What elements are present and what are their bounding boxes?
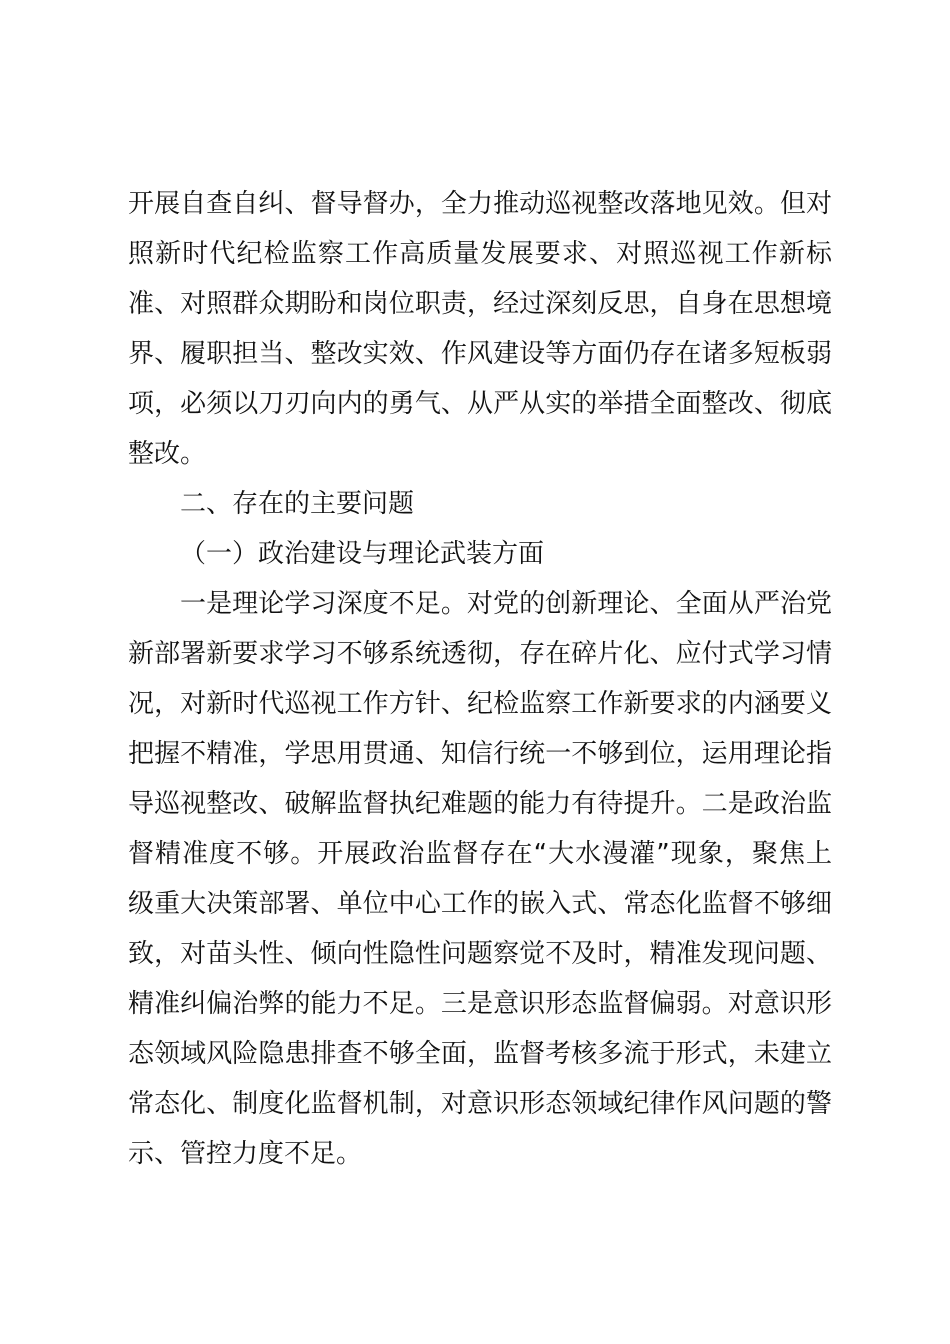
- paragraph-line: 新部署新要求学习不够系统透彻，存在碎片化、应付式学习情: [128, 639, 832, 669]
- paragraph-line: 整改。: [128, 439, 207, 469]
- paragraph-line: 态领域风险隐患排查不够全面，监督考核多流于形式，未建立: [128, 1039, 832, 1069]
- paragraph-line: 常态化、制度化监督机制，对意识形态领域纪律作风问题的警: [128, 1089, 832, 1119]
- paragraph-line: 一是理论学习深度不足。对党的创新理论、全面从严治党: [180, 589, 832, 619]
- paragraph-line: 级重大决策部署、单位中心工作的嵌入式、常态化监督不够细: [128, 889, 832, 919]
- paragraph-line: 项，必须以刀刃向内的勇气、从严从实的举措全面整改、彻底: [128, 389, 832, 419]
- paragraph-line: 把握不精准，学思用贯通、知信行统一不够到位，运用理论指: [128, 739, 832, 769]
- paragraph-line: 开展自查自纠、督导督办，全力推动巡视整改落地见效。但对: [128, 189, 832, 219]
- subsection-heading: （一）政治建设与理论武装方面: [180, 539, 545, 569]
- paragraph-line: 致，对苗头性、倾向性隐性问题察觉不及时，精准发现问题、: [128, 939, 832, 969]
- paragraph-line: 示、管控力度不足。: [128, 1139, 363, 1169]
- paragraph-line: 精准纠偏治弊的能力不足。三是意识形态监督偏弱。对意识形: [128, 989, 832, 1019]
- paragraph-line: 界、履职担当、整改实效、作风建设等方面仍存在诸多短板弱: [128, 339, 832, 369]
- paragraph-line: 导巡视整改、破解监督执纪难题的能力有待提升。二是政治监: [128, 789, 832, 819]
- paragraph-line: 况，对新时代巡视工作方针、纪检监察工作新要求的内涵要义: [128, 689, 832, 719]
- paragraph-line: 准、对照群众期盼和岗位职责，经过深刻反思，自身在思想境: [128, 289, 832, 319]
- paragraph-line: 督精准度不够。开展政治监督存在“大水漫灌”现象，聚焦上: [128, 839, 832, 869]
- paragraph-line: 照新时代纪检监察工作高质量发展要求、对照巡视工作新标: [128, 239, 832, 269]
- section-heading: 二、存在的主要问题: [180, 489, 415, 519]
